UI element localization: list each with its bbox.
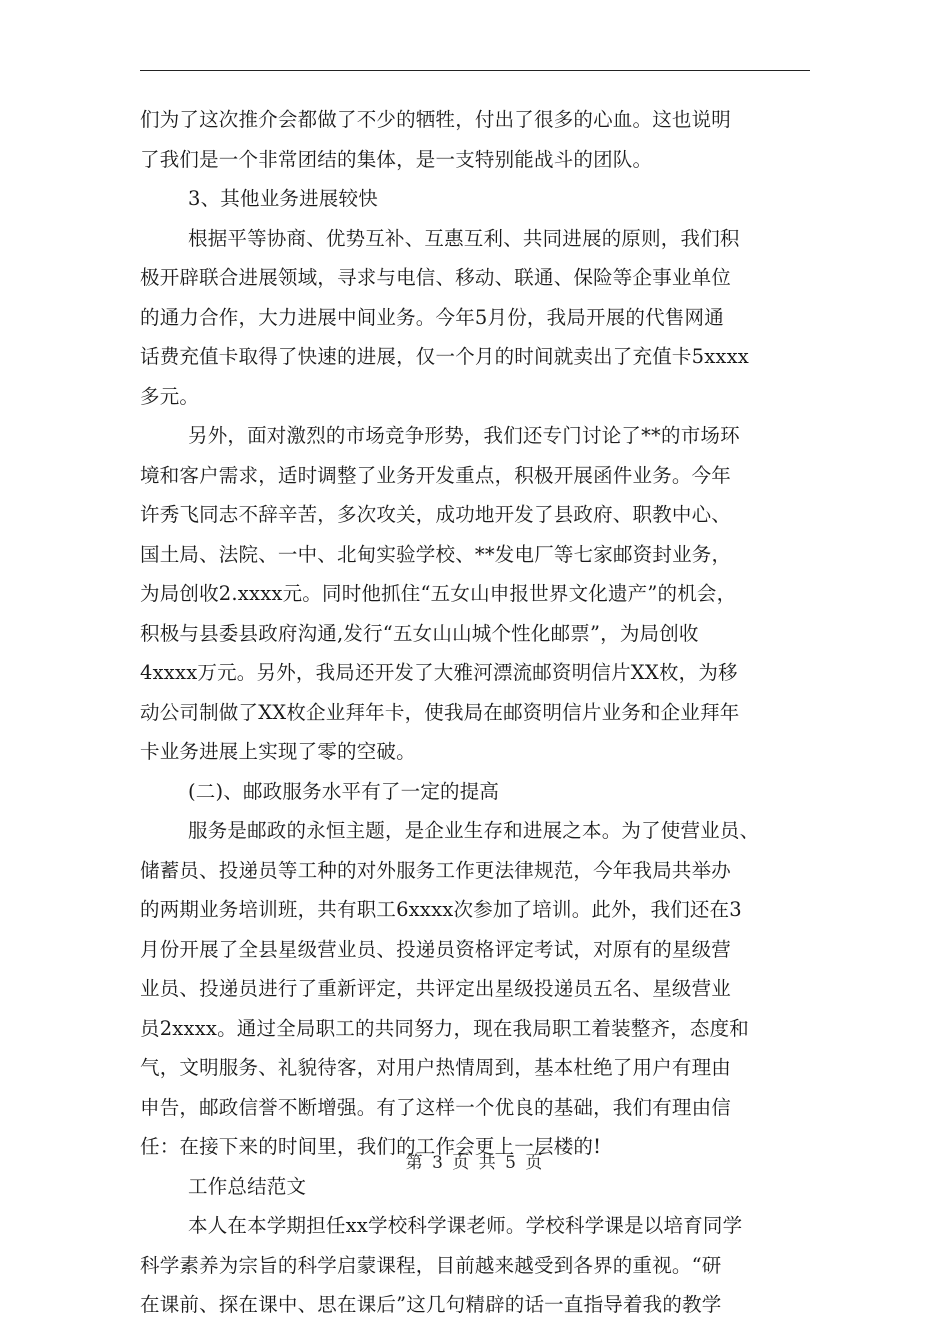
text-line: 卡业务进展上实现了零的空破。	[140, 740, 416, 763]
text-line: 储蓄员、投递员等工种的对外服务工作更法律规范，今年我局共举办	[140, 858, 732, 882]
text-line: 境和客户需求，适时调整了业务开发重点，积极开展函件业务。今年	[140, 463, 732, 487]
header-rule	[140, 70, 810, 71]
text-line: 3、其他业务进展较快	[188, 187, 378, 210]
text-line: 4xxxx万元。另外，我局还开发了大雅河漂流邮资明信片XX枚，为移	[140, 661, 738, 684]
text-line: 们为了这次推介会都做了不少的牺牲，付出了很多的心血。这也说明	[140, 108, 732, 131]
text-line: 话费充值卡取得了快速的进展，仅一个月的时间就卖出了充值卡5xxxx	[140, 345, 749, 368]
document-body	[140, 100, 810, 1325]
text-line: 国土局、法院、一中、北甸实验学校、**发电厂等七家邮资封业务，	[140, 542, 732, 566]
text-line: 任：在接下来的时间里，我们的工作会更上一层楼的!	[140, 1135, 602, 1158]
text-line: 本人在本学期担任xx学校科学课老师。学校科学课是以培育同学	[188, 1214, 743, 1237]
text-line: 申告，邮政信誉不断增强。有了这样一个优良的基础，我们有理由信	[140, 1095, 732, 1119]
text-line: 服务是邮政的永恒主题，是企业生存和进展之本。为了使营业员、	[188, 819, 760, 842]
page-number: 第 3 页 共 5 页	[405, 1153, 545, 1173]
text-line: 员2xxxx。通过全局职工的共同努力，现在我局职工着装整齐，态度和	[140, 1016, 749, 1040]
text-line: 动公司制做了XX枚企业拜年卡，使我局在邮资明信片业务和企业拜年	[140, 700, 740, 724]
text-line: 另外，面对激烈的市场竞争形势，我们还专门讨论了**的市场环	[188, 424, 740, 447]
text-line: 的通力合作，大力进展中间业务。今年5月份，我局开展的代售网通	[140, 305, 724, 329]
text-line: 了我们是一个非常团结的集体，是一支特别能战斗的团队。	[140, 147, 653, 171]
text-line: 极开辟联合进展领域，寻求与电信、移动、联通、保险等企事业单位	[140, 266, 732, 289]
text-line: 工作总结范文	[188, 1174, 307, 1198]
text-line: (二)、邮政服务水平有了一定的提高	[188, 779, 500, 803]
text-line: 气，文明服务、礼貌待客，对用户热情周到，基本杜绝了用户有理由	[140, 1056, 732, 1079]
text-line: 为局创收2.xxxx元。同时他抓住“五女山申报世界文化遗产”的机会，	[140, 582, 737, 605]
text-line: 许秀飞同志不辞辛苦，多次攻关，成功地开发了县政府、职教中心、	[140, 503, 732, 526]
text-line: 多元。	[140, 384, 200, 408]
text-line: 的两期业务培训班，共有职工6xxxx次参加了培训。此外，我们还在3	[140, 898, 742, 921]
text-line: 根据平等协商、优势互补、互惠互利、共同进展的原则，我们积	[188, 226, 740, 250]
text-line: 积极与县委县政府沟通,发行“五女山山城个性化邮票”，为局创收	[140, 621, 699, 645]
text-line: 月份开展了全县星级营业员、投递员资格评定考试，对原有的星级营	[140, 937, 732, 961]
text-line: 在课前、探在课中、思在课后”这几句精辟的话一直指导着我的教学	[140, 1293, 722, 1316]
text-line: 科学素养为宗旨的科学启蒙课程，目前越来越受到各界的重视。“研	[140, 1253, 722, 1277]
text-line: 业员、投递员进行了重新评定，共评定出星级投递员五名、星级营业	[140, 977, 732, 1000]
